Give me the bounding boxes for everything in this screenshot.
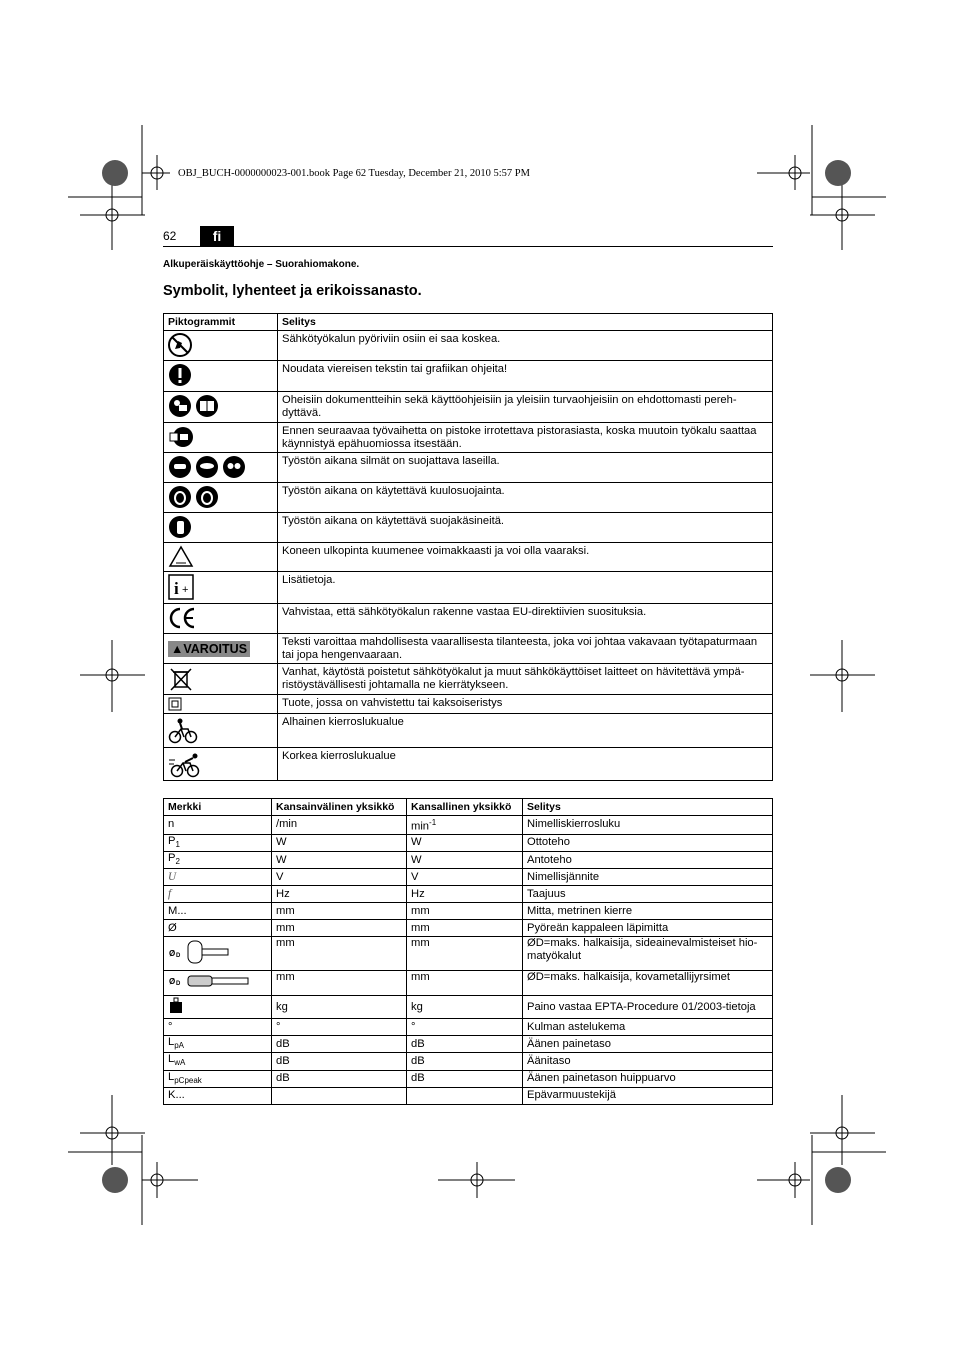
symbol-description: Vanhat, käytöstä poistetut sähkötyökalut ja muut sähkökäyttöiset laitteet on hävitettävä ympä-ristöystävällisesti johtamalla ne kierrätykseen. (278, 664, 773, 695)
table-row (164, 423, 773, 453)
unit-symbol: $P_2$ (164, 851, 272, 868)
svg-text:D: D (176, 952, 181, 959)
unit-symbol: U (164, 869, 272, 886)
read-manual-icon (168, 394, 192, 418)
unit-description: Nimellisjännite (523, 869, 773, 886)
national-unit: mm (407, 971, 523, 996)
bonded-wheel-diameter-icon (168, 938, 232, 966)
table-row (164, 1019, 773, 1036)
table-row (164, 604, 773, 634)
unit-description: Äänitaso (523, 1053, 773, 1070)
international-unit: W (272, 851, 407, 868)
column-header: Piktogrammit (164, 314, 278, 331)
table-row (164, 695, 773, 714)
national-unit: mm (407, 903, 523, 920)
international-unit: dB (272, 1036, 407, 1053)
high-speed-bicycle-icon (168, 750, 202, 778)
table-row (164, 572, 773, 604)
international-unit: V (272, 869, 407, 886)
symbol-description: Sähkötyökalun pyöriviin osiin ei saa koskea. (278, 331, 773, 361)
national-unit: kg (407, 996, 523, 1019)
gloves-icon (168, 515, 192, 539)
warning-label-text: VAROITUS (183, 641, 248, 656)
weight-icon (168, 996, 184, 1014)
ear-protection-icon (168, 485, 192, 509)
unit-description: Taajuus (523, 886, 773, 903)
unit-description: Nimelliskierrosluku (523, 816, 773, 835)
unplug-icon (168, 425, 194, 449)
column-header: Merkki (164, 799, 272, 816)
language-tab: fi (200, 226, 234, 246)
table-row (164, 1087, 773, 1104)
national-unit: W (407, 834, 523, 851)
national-unit: Hz (407, 886, 523, 903)
unit-symbol (164, 996, 272, 1019)
symbol-description: Noudata viereisen tekstin tai grafiikan ohjeita! (278, 361, 773, 392)
unit-description: Ottoteho (523, 834, 773, 851)
international-unit: kg (272, 996, 407, 1019)
table-row (164, 513, 773, 543)
international-unit: mm (272, 920, 407, 937)
table-row (164, 851, 773, 868)
table-row (164, 971, 773, 996)
units-table (163, 798, 773, 1105)
symbol-description: Tuote, jossa on vahvistettu tai kaksoiseristys (278, 695, 773, 714)
table-row (164, 543, 773, 572)
table-row (164, 714, 773, 748)
low-speed-bicycle-icon (168, 716, 198, 744)
table-row (164, 1036, 773, 1053)
international-unit: dB (272, 1070, 407, 1087)
print-info: OBJ_BUCH-0000000023-001.book Page 62 Tuesday, December 21, 2010 5:57 PM (178, 168, 530, 179)
unit-symbol: $P_1$ (164, 834, 272, 851)
double-insulation-icon (168, 697, 182, 711)
international-unit: mm (272, 937, 407, 971)
column-header: Kansallinen yksikkö (407, 799, 523, 816)
international-unit (272, 1087, 407, 1104)
unit-symbol: M... (164, 903, 272, 920)
table-row (164, 392, 773, 423)
unit-symbol: Ø (164, 920, 272, 937)
svg-text:i: i (174, 579, 179, 598)
table-header-row (164, 799, 773, 816)
international-unit: mm (272, 971, 407, 996)
carbide-cutter-diameter-icon (168, 971, 252, 991)
unit-description (523, 937, 773, 971)
svg-text:D: D (176, 981, 181, 988)
column-header: Selitys (523, 799, 773, 816)
weee-bin-icon (168, 666, 194, 692)
hot-surface-icon (168, 545, 194, 569)
international-unit: mm (272, 903, 407, 920)
symbol-description: Työstön aikana silmät on suojattava laseilla. (278, 453, 773, 483)
national-unit: V (407, 869, 523, 886)
unit-symbol (164, 971, 272, 996)
table-row (164, 920, 773, 937)
unit-symbol: ° (164, 1019, 272, 1036)
face-shield-icon (168, 455, 192, 479)
unit-symbol: K... (164, 1087, 272, 1104)
unit-description-text: ØD=maks. halkaisija, sideainevalmisteiset hio-matyökalut (527, 937, 758, 963)
unit-symbol: $L_{wA}$ (164, 1053, 272, 1070)
unit-description: Äänen painetason huippuarvo (523, 1070, 773, 1087)
unit-symbol: $L_{pA}$ (164, 1036, 272, 1053)
symbol-description: Koneen ulkopinta kuumenee voimakkaasti ja voi olla vaaraksi. (278, 543, 773, 572)
symbol-description: Vahvistaa, että sähkötyökalun rakenne vastaa EU-direktiivien suosituksia. (278, 604, 773, 634)
safety-glasses-icon (222, 455, 246, 479)
table-row (164, 453, 773, 483)
goggles-icon (195, 455, 219, 479)
table-header-row (164, 314, 773, 331)
column-header: Selitys (278, 314, 773, 331)
subtitle: Alkuperäiskäyttöohje – Suorahiomakone. (163, 259, 360, 270)
national-unit: dB (407, 1070, 523, 1087)
unit-description: Mitta, metrinen kierre (523, 903, 773, 920)
symbol-description: Teksti varoittaa mahdollisesta vaarallisesta tilanteesta, joka voi johtaa vakavaan työtapaturmaan tai jopa hengenvaaraan. (278, 634, 773, 664)
symbol-description: Lisätietoja. (278, 572, 773, 604)
table-row (164, 1070, 773, 1087)
manual-book-icon (195, 394, 219, 418)
unit-description: Kulman astelukema (523, 1019, 773, 1036)
exclamation-icon (168, 363, 192, 387)
national-unit: dB (407, 1053, 523, 1070)
international-unit: dB (272, 1053, 407, 1070)
national-unit: ° (407, 1019, 523, 1036)
unit-symbol: f (164, 886, 272, 903)
table-row (164, 1053, 773, 1070)
unit-symbol: n (164, 816, 272, 835)
table-row (164, 816, 773, 835)
info-plus-icon (168, 574, 194, 600)
svg-text:+: + (182, 584, 189, 596)
warning-label-icon (168, 641, 250, 657)
header-rule (163, 246, 773, 247)
table-row (164, 903, 773, 920)
national-unit: dB (407, 1036, 523, 1053)
symbol-description: Korkea kierroslukualue (278, 748, 773, 781)
column-header: Kansainvälinen yksikkö (272, 799, 407, 816)
unit-description: Pyöreän kappaleen läpimitta (523, 920, 773, 937)
table-row (164, 886, 773, 903)
unit-symbol (164, 937, 272, 971)
page-number: 62 (163, 229, 177, 243)
table-row (164, 869, 773, 886)
international-unit: W (272, 834, 407, 851)
section-title: Symbolit, lyhenteet ja erikoissanasto. (163, 283, 422, 299)
international-unit: Hz (272, 886, 407, 903)
table-row (164, 634, 773, 664)
ear-protection-icon-2 (195, 485, 219, 509)
international-unit: ° (272, 1019, 407, 1036)
national-unit (407, 1087, 523, 1104)
table-row (164, 937, 773, 971)
no-touch-rotating-icon (168, 333, 192, 357)
svg-text:Ø: Ø (169, 948, 176, 958)
table-row (164, 664, 773, 695)
table-row (164, 748, 773, 781)
table-row (164, 996, 773, 1019)
table-row (164, 834, 773, 851)
unit-description: Antoteho (523, 851, 773, 868)
national-unit: $\min^{-1}$ (407, 816, 523, 835)
national-unit: mm (407, 920, 523, 937)
table-row (164, 331, 773, 361)
symbol-description: Alhainen kierroslukualue (278, 714, 773, 748)
unit-description: ØD=maks. halkaisija, kovametallijyrsimet (523, 971, 773, 996)
symbol-description: Ennen seuraavaa työvaihetta on pistoke irrotettava pistorasiasta, koska muutoin työkalu saattaa käynnistyä epähuomiossa itsestään. (278, 423, 773, 453)
national-unit: W (407, 851, 523, 868)
symbols-table (163, 313, 773, 781)
unit-description: Paino vastaa EPTA-Procedure 01/2003-tietoja (523, 996, 773, 1019)
svg-text:Ø: Ø (169, 977, 176, 987)
unit-description: Epävarmuustekijä (523, 1087, 773, 1104)
ce-mark-icon (168, 606, 196, 630)
national-unit: mm (407, 937, 523, 971)
table-row (164, 483, 773, 513)
international-unit: /min (272, 816, 407, 835)
symbol-description: Oheisiin dokumentteihin sekä käyttöohjeisiin ja yleisiin turvaohjeisiin on ehdottomasti pereh-dyttävä. (278, 392, 773, 423)
table-row (164, 361, 773, 392)
warning-triangle-icon: ▲ (171, 641, 184, 656)
symbol-description: Työstön aikana on käytettävä kuulosuojainta. (278, 483, 773, 513)
symbol-description: Työstön aikana on käytettävä suojakäsineitä. (278, 513, 773, 543)
unit-description: Äänen painetaso (523, 1036, 773, 1053)
unit-symbol: $L_{pCpeak}$ (164, 1070, 272, 1087)
